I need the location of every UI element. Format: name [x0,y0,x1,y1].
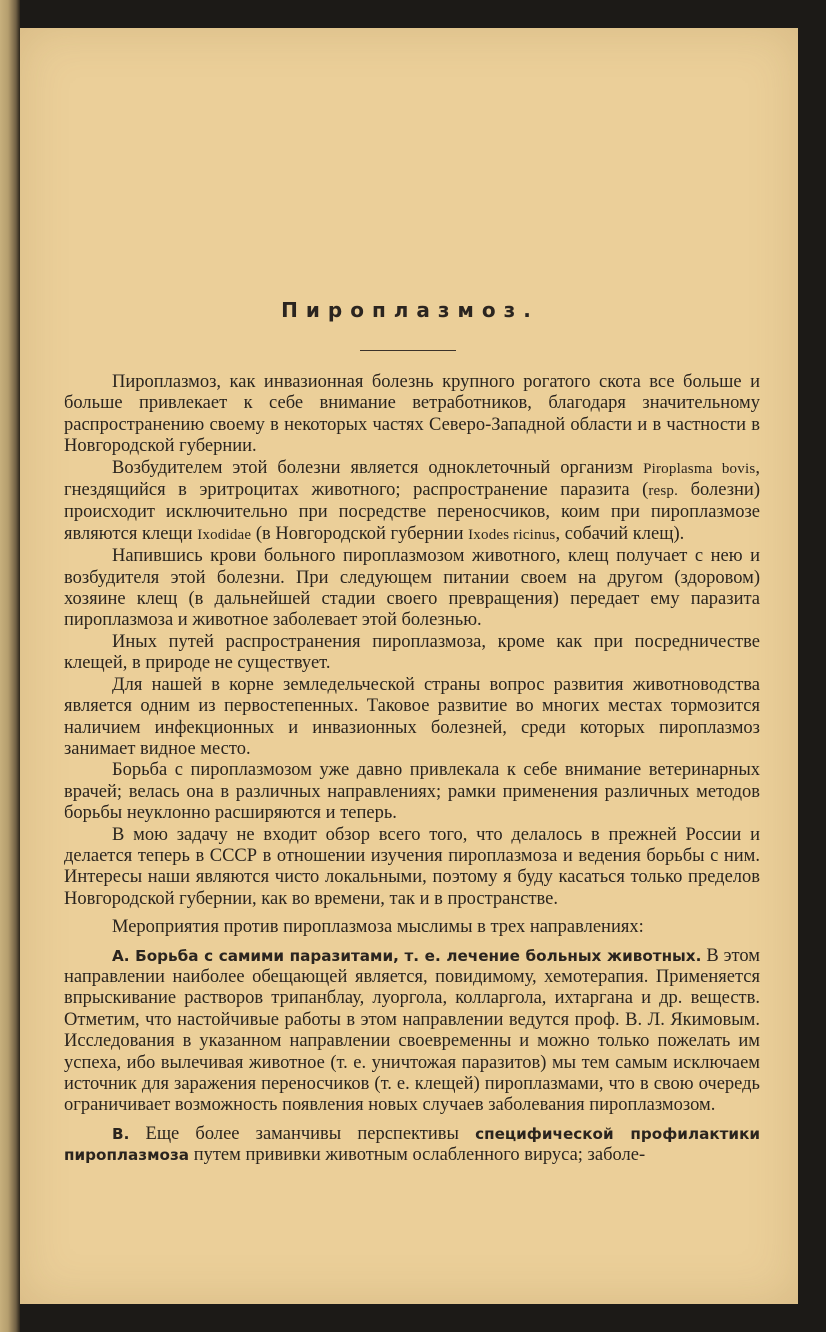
latin-resp: resp. [648,483,679,500]
section-b-bold: специфической профилактики пироплазмоза [64,1124,761,1165]
section-b-text-2: путем прививки животным ослабленного вируса; заболе- [193,1145,646,1166]
latin-ixodidae: Ixodidae [197,526,252,543]
paragraph-transmission: Напившись крови больного пироплазмозом животного, клещ получает с нею и возбудителя этой болезни. При следующем питании своем на другом (здоровом) хозяине клещ (в дальнейшей стадии своего превращения) передает ему паразита пироплазмоза и животное заболевает этой болезнью. [64,546,760,631]
section-b-letter: В. [112,1124,130,1143]
pathogen-tail: , собачий клещ). [555,523,685,544]
section-a-text: В этом направлении наиболее обещающей является, повидимому, хемотерапия. Применяется впрыскивание растворов трипанблау, луоргола, колларгола, ихтаргана и др. веществ. Отметим, что настойчивые работы в этом направлении ведутся проф. В. Л. Якимовым. Исследования в указанном направлении своевременны и можно только пожелать им успеха, ибо вылечивая животное (т. е. уничтожая паразитов) мы тем самым исключаем источник для заражения переносчиков (т. е. клещей) пироплазмами, что в свою очередь ограничивает возможность появления новых случаев заболевания пироплазмозом. [64,945,760,1116]
paragraph-struggle: Борьба с пироплазмозом уже давно привлекала к себе внимание ветеринарных врачей; велась она в различных направлениях; рамки применения различных методов борьбы неуклонно расширяются и теперь. [64,760,760,824]
pathogen-mid-1: , гнездящийся в эритроцитах животного; распространение паразита ( [64,457,760,501]
document-body [64,372,760,1167]
latin-piroplasma-bovis: Piroplasma bovis [643,460,756,477]
pathogen-mid-2: болезни) происходит исключительно при посредстве переносчиков, коим при пироплазмозе являются клещи [64,480,760,544]
paragraph-other-paths: Иных путей распространения пироплазмоза, кроме как при посредничестве клещей, в природе не существует. [64,631,760,674]
facing-page-edge [0,0,20,1332]
paragraph-scope: В мою задачу не входит обзор всего того, что делалось в прежней России и делается теперь в СССР в отношении изучения пироплазмоза и ведения борьбы с ним. Интересы наши являются чисто локальными, поэтому я буду касаться только пределов Новгородской губернии, как во времени, так и в пространстве. [64,824,760,909]
paragraph-measures: Мероприятия против пироплазмоза мыслимы в трех направлениях: [112,917,644,938]
document-page [20,28,798,1304]
section-a-heading: А. Борьба с самими паразитами, т. е. лечение больных животных. [112,946,702,965]
latin-ixodes-ricinus: Ixodes ricinus [468,526,556,543]
section-a [64,946,760,1117]
title-divider [360,350,456,351]
pathogen-mid-3: (в Новгородской губернии [251,523,469,544]
paragraph-pathogen [64,458,760,547]
paragraph-livestock: Для нашей в корне земледельческой страны вопрос развития животноводства является одним из первостепенных. Таковое развитие во многих местах тормозится наличием инфекционных и инвазионных болезней, среди которых пироплазмоз занимает видное место. [64,674,760,759]
page-title: Пироплазмоз. [281,298,539,322]
section-b [64,1124,760,1167]
paragraph-intro: Пироплазмоз, как инвазионная болезнь крупного рогатого скота все больше и больше привлекает к себе внимание ветработников, благодаря значительному распространению своему в некоторых частях Северо-Западной области и в частности в Новгородской губернии. [64,372,760,457]
section-b-text-1: Еще более заманчивы перспективы [145,1123,459,1144]
pathogen-lead: Возбудителем этой болезни является одноклеточный организм [112,457,634,478]
